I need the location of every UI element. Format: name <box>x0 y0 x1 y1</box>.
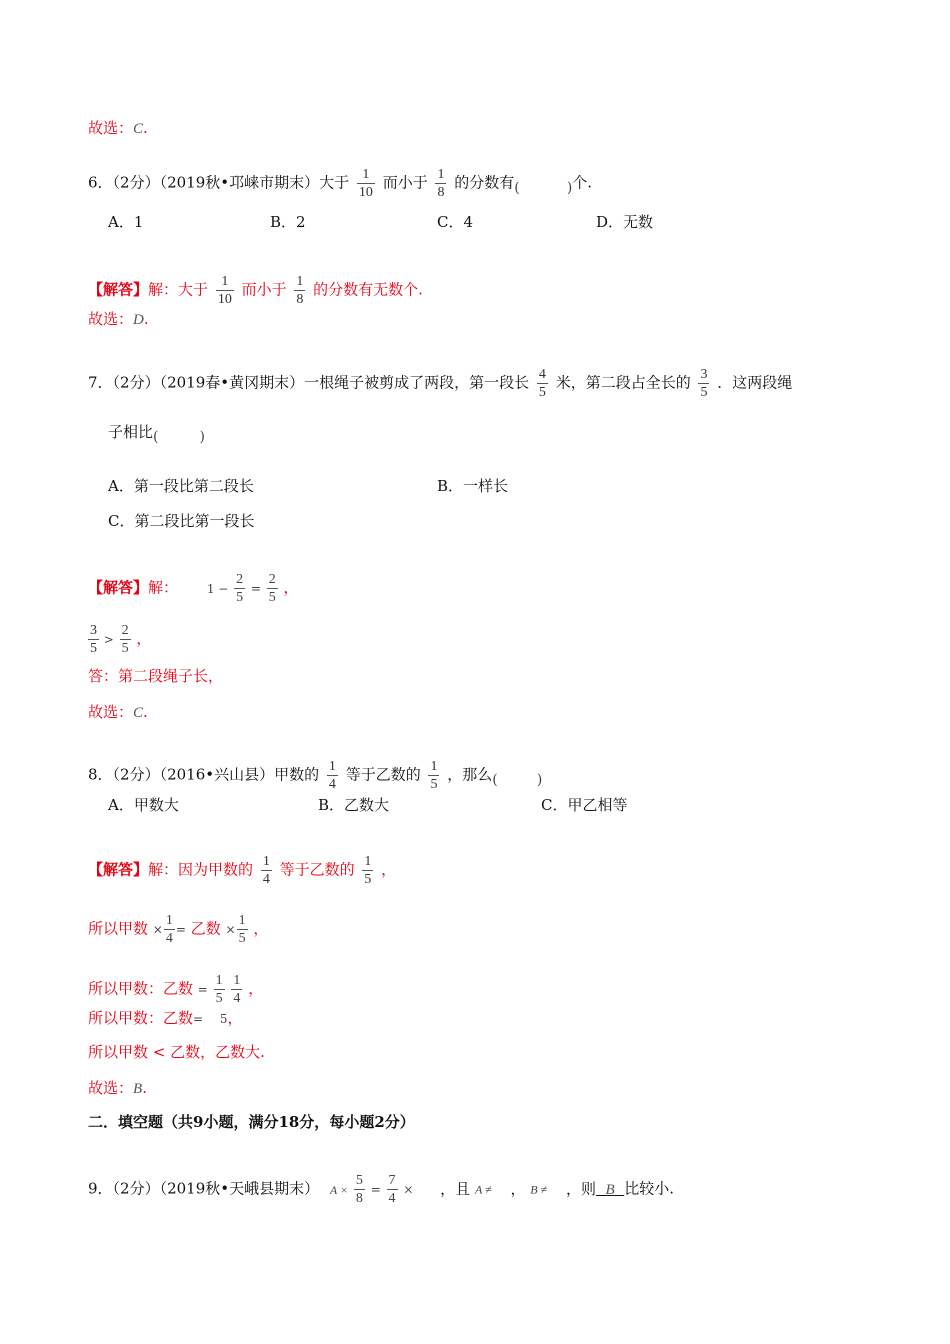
section-title: 二．填空题（共9小题，满分18分，每小题2分） <box>88 1113 415 1131</box>
q7-stem-line2: 子相比 ( ) <box>108 423 206 445</box>
q8-stem: 8．（2分）（2016•兴山县）甲数的 $\frac{1}{4}$ 等于乙数的 $\frac{1}{5}$ ，那么 ( ) <box>88 759 543 792</box>
solution-tag: 【解答】 <box>88 860 149 879</box>
top-answer: 故选：C. <box>88 119 148 137</box>
solution-tag: 【解答】 <box>88 578 149 597</box>
q6-answer: 故选：D. <box>88 310 149 328</box>
q6-option-a: A．1 <box>108 213 144 231</box>
q8-step3: 所以甲数：乙数 = $\frac{1}{5}$ $\frac{1}{4}$ ， <box>88 973 264 1006</box>
q6-option-d: D．无数 <box>596 213 654 231</box>
solution-tag: 【解答】 <box>88 280 149 299</box>
q8-step4: 所以甲数：乙数= 5， <box>88 1009 243 1027</box>
q7-solution: 【解答】解： 1 − $\frac{2}{5}$ = $\frac{2}{5}$ ， <box>88 572 299 605</box>
answer-prefix: 故选： <box>88 119 134 137</box>
q7-option-b: B．一样长 <box>437 477 509 495</box>
q8-option-c: C．甲乙相等 <box>541 796 628 814</box>
q6-solution: 【解答】解：大于 $\frac{1}{10}$ 而小于 $\frac{1}{8}$ 的分数有无数个. <box>88 274 423 307</box>
q8-step5: 所以甲数 < 乙数，乙数大. <box>88 1043 265 1061</box>
q6-option-b: B．2 <box>270 213 306 231</box>
q8-step2: 所以甲数 × $\frac{1}{4}$ = 乙数 × $\frac{1}{5}$ ， <box>88 913 269 946</box>
q6-stem: 6．（2分）（2019秋•邛崃市期末）大于 $\frac{1}{10}$ 而小于 $\frac{1}{8}$ 的分数有 ( ) 个. <box>88 167 593 200</box>
q9-stem: 9．（2分）（2019秋•天峨县期末） A × $\frac{5}{8}$ = $\frac{7}{4}$ × ，且 A ≠ ， B ≠ ，则 B 比较小. <box>88 1173 674 1206</box>
q8-answer: 故选：B. <box>88 1079 147 1097</box>
q7-comparison: $\frac{3}{5}$ > $\frac{2}{5}$ ， <box>90 623 152 656</box>
q7-option-a: A．第一段比第二段长 <box>108 477 254 495</box>
answer-letter: C <box>133 121 144 137</box>
q7-answer-line: 答：第二段绳子长， <box>88 667 224 685</box>
q6-fraction-b: $\frac{1}{8}$ <box>437 167 445 200</box>
q8-solution: 【解答】解：因为甲数的 $\frac{1}{4}$ 等于乙数的 $\frac{1}{5}$ ， <box>88 854 397 887</box>
q8-option-b: B．乙数大 <box>318 796 390 814</box>
q7-stem: 7．（2分）（2019春•黄冈期末）一根绳子被剪成了两段，第一段长 $\frac{4}{5}$ 米，第二段占全长的 $\frac{3}{5}$ ．这两段绳 <box>88 367 793 400</box>
q7-option-c: C．第二段比第一段长 <box>108 512 255 530</box>
q8-option-a: A．甲数大 <box>108 796 179 814</box>
q6-fraction-a: $\frac{1}{10}$ <box>358 167 373 200</box>
fill-blank: B <box>605 1181 615 1198</box>
q6-option-c: C．4 <box>437 213 474 231</box>
q7-answer: 故选：C. <box>88 703 148 721</box>
